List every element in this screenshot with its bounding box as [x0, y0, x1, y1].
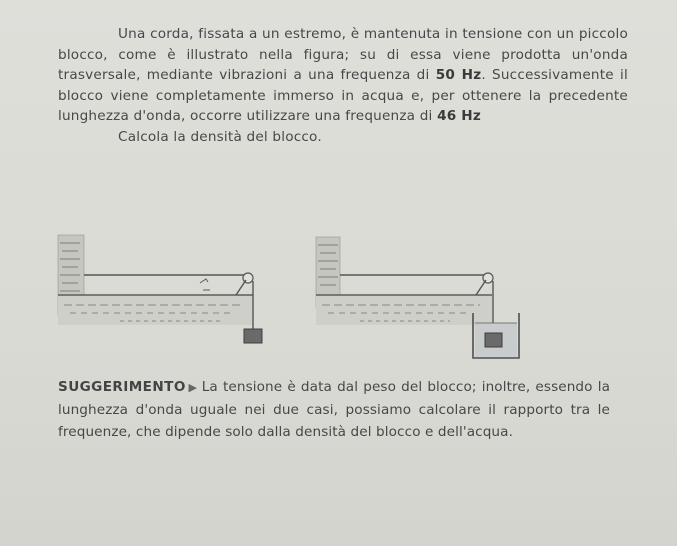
left-block [244, 329, 262, 343]
right-block [485, 333, 502, 347]
frequency-water: 46 Hz [437, 108, 482, 124]
hint-box [58, 376, 610, 443]
hint-label: SUGGERIMENTO [58, 379, 186, 395]
figures [50, 225, 630, 370]
arrow-icon: ▶ [187, 381, 198, 394]
problem-paragraph [58, 24, 628, 127]
problem-text [58, 24, 628, 147]
hint-text: La tensione è data dal peso del blocco; inoltre, essendo la lunghezza d'onda uguale nei due casi, possiamo calcolare il rapporto tra le frequenze, che dipende solo dalla densità del blocco e dell'acqua. [58, 379, 611, 440]
hint-paragraph [58, 376, 610, 443]
figure-water [316, 237, 519, 358]
problem-text-part-1: Una corda, fissata a un estremo, è mantenuta in tensione con un piccolo blocco, come è illustrato nella figura; su di essa viene prodotta un'onda trasversale, mediante vibrazioni a una frequenza di [58, 26, 628, 83]
problem-question: Calcola la densità del blocco. [118, 128, 322, 145]
problem-text-part-2: . Successivamente il blocco viene completamente immerso in acqua e, per ottenere la precedente lunghezza d'onda, occorre utilizzare una frequenza di [58, 67, 628, 124]
figure-air [58, 235, 262, 343]
frequency-air: 50 Hz [435, 67, 482, 83]
